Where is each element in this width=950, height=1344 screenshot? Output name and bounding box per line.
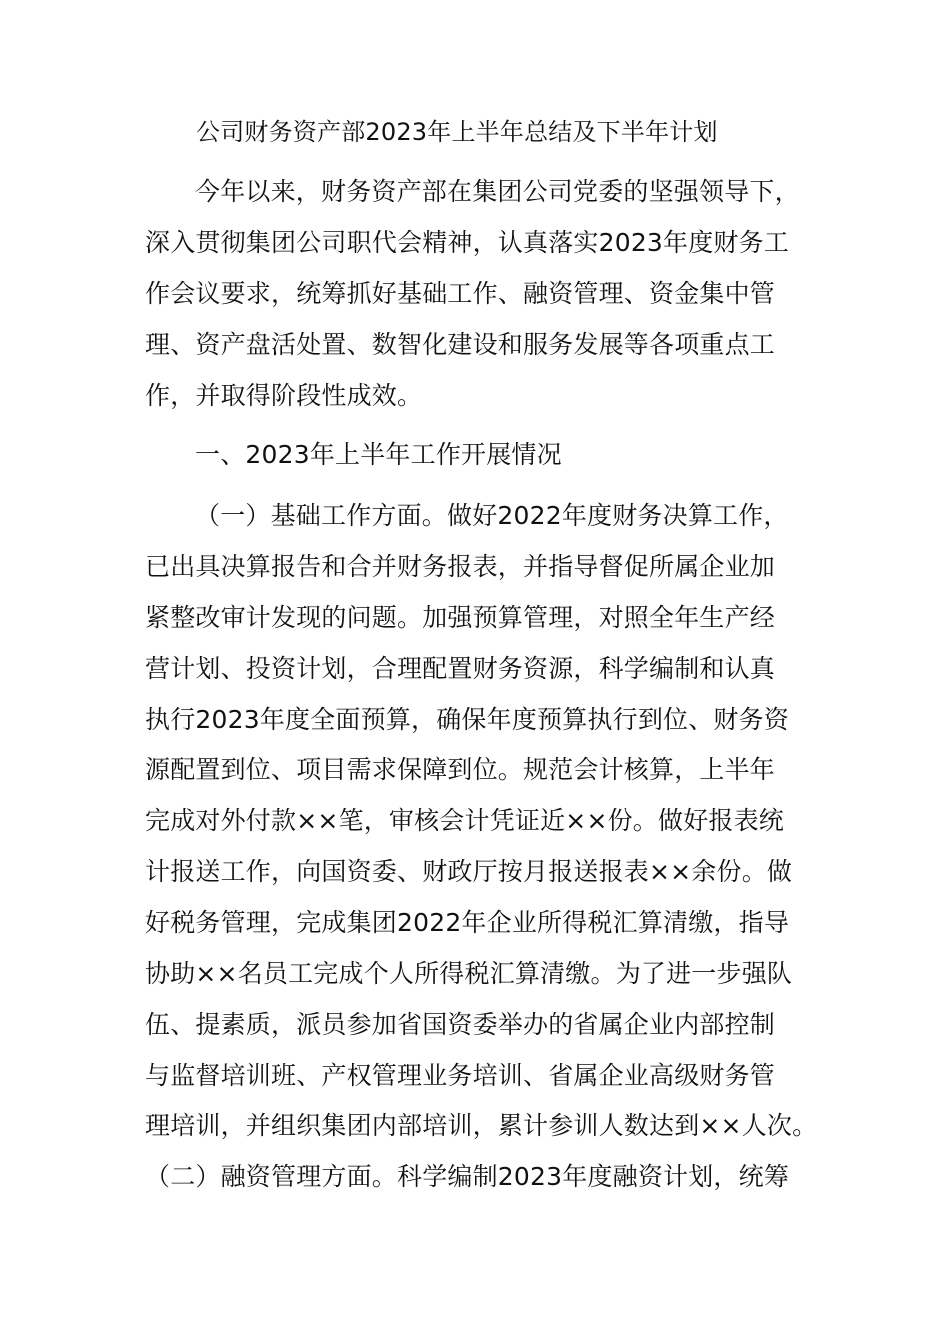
body-line-2: 已出具决算报告和合并财务报表，并指导督促所属企业加 xyxy=(145,552,776,581)
intro-line-1: 今年以来，财务资产部在集团公司党委的坚强领导下， xyxy=(195,177,800,206)
document-title: 公司财务资产部2023年上半年总结及下半年计划 xyxy=(196,118,718,146)
intro-line-2: 深入贯彻集团公司职代会精神，认真落实2023年度财务工 xyxy=(145,228,790,257)
intro-line-3: 作会议要求，统筹抓好基础工作、融资管理、资金集中管 xyxy=(145,279,776,308)
body-line-3: 紧整改审计发现的问题。加强预算管理，对照全年生产经 xyxy=(145,603,776,632)
intro-line-5: 作，并取得阶段性成效。 xyxy=(145,381,423,410)
body-line-7: 完成对外付款××笔，审核会计凭证近××份。做好报表统 xyxy=(145,806,784,835)
body-line-6: 源配置到位、项目需求保障到位。规范会计核算，上半年 xyxy=(145,755,776,784)
body-line-10: 协助××名员工完成个人所得税汇算清缴。为了进一步强队 xyxy=(145,959,793,988)
intro-line-4: 理、资产盘活处置、数智化建设和服务发展等各项重点工 xyxy=(145,330,776,359)
body-line-1: （一）基础工作方面。做好2022年度财务决算工作， xyxy=(195,501,789,530)
body-line-4: 营计划、投资计划，合理配置财务资源，科学编制和认真 xyxy=(145,654,776,683)
section-heading: 一、2023年上半年工作开展情况 xyxy=(195,440,562,469)
body-line-8: 计报送工作，向国资委、财政厅按月报送报表××余份。做 xyxy=(145,857,793,886)
body-line-11: 伍、提素质，派员参加省国资委举办的省属企业内部控制 xyxy=(145,1010,776,1039)
body-line-13: 理培训，并组织集团内部培训，累计参训人数达到××人次。 xyxy=(145,1111,818,1140)
body-line-14: （二）融资管理方面。科学编制2023年度融资计划，统筹 xyxy=(145,1162,790,1191)
body-line-5: 执行2023年度全面预算，确保年度预算执行到位、财务资 xyxy=(145,705,790,734)
body-line-9: 好税务管理，完成集团2022年企业所得税汇算清缴，指导 xyxy=(145,908,790,937)
body-line-12: 与监督培训班、产权管理业务培训、省属企业高级财务管 xyxy=(145,1061,776,1090)
